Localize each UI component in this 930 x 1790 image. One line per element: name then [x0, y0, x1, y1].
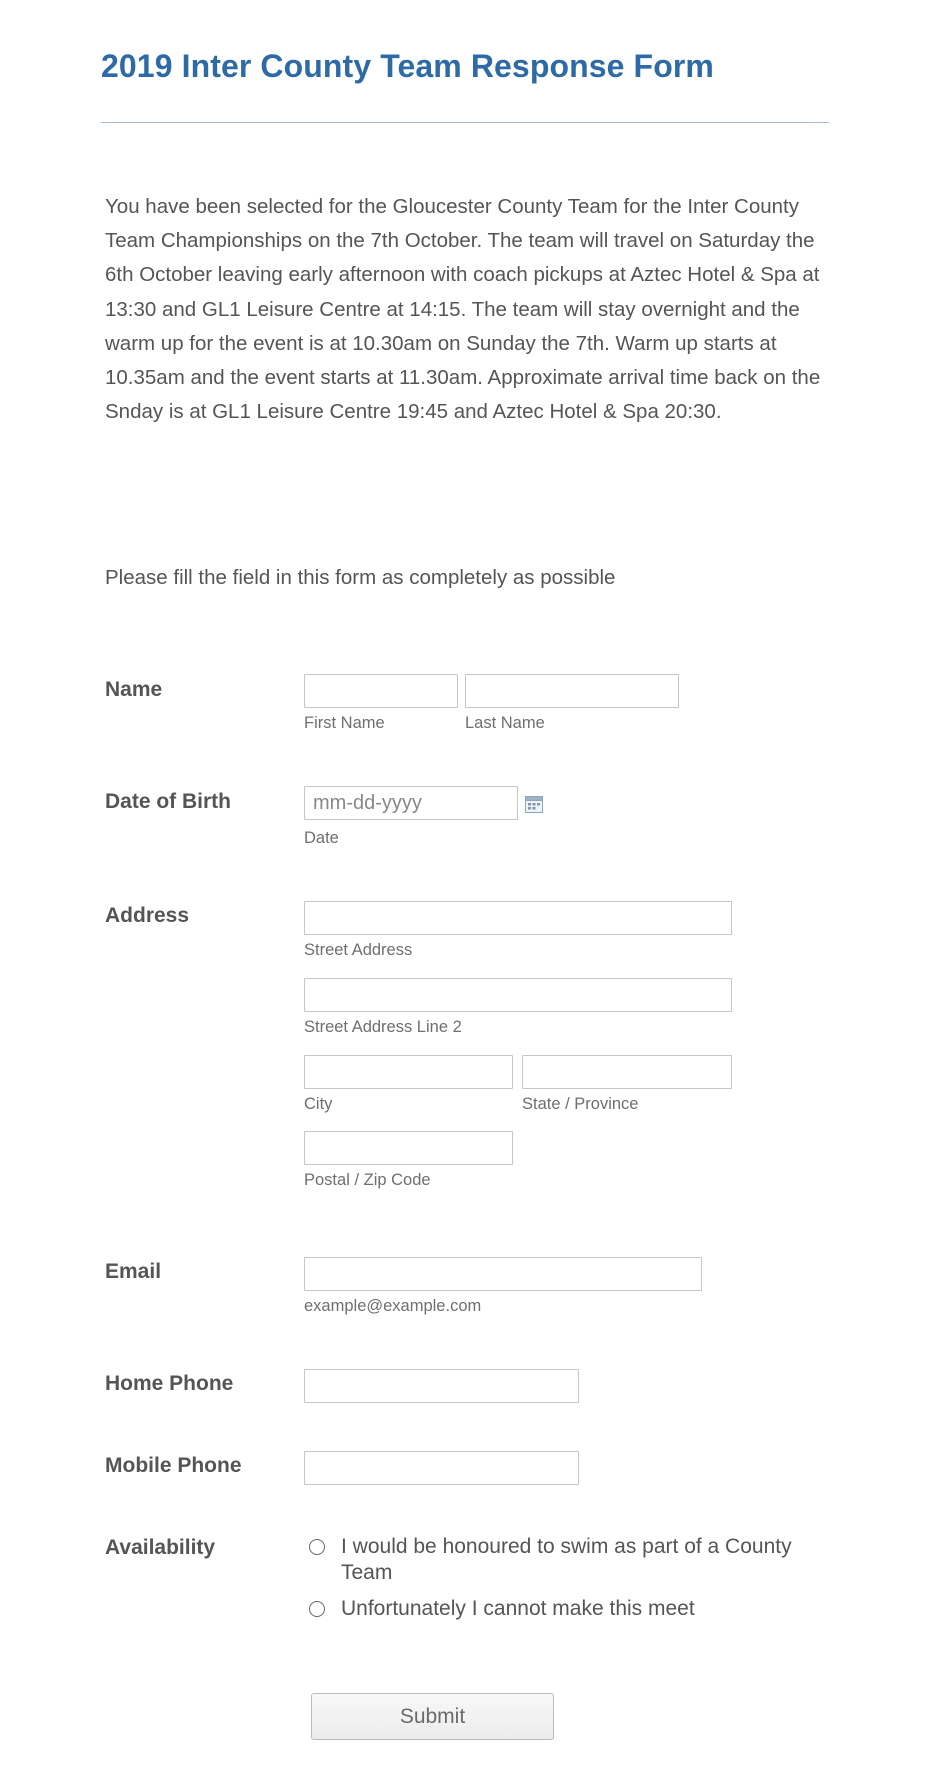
street-address-line2-input[interactable] — [304, 978, 732, 1012]
name-label: Name — [105, 678, 163, 701]
email-input[interactable] — [304, 1257, 702, 1291]
date-of-birth-input[interactable] — [304, 786, 518, 820]
first-name-sublabel: First Name — [304, 714, 385, 732]
postal-zip-input[interactable] — [304, 1131, 513, 1165]
title-divider — [101, 122, 829, 123]
calendar-icon[interactable] — [525, 795, 543, 813]
email-sublabel: example@example.com — [304, 1297, 482, 1315]
availability-label: Availability — [105, 1536, 216, 1559]
city-input[interactable] — [304, 1055, 513, 1089]
form-title: 2019 Inter County Team Response Form — [101, 48, 714, 84]
mobile-phone-label: Mobile Phone — [105, 1454, 242, 1477]
availability-option-accept-label[interactable]: I would be honoured to swim as part of a County Team — [341, 1535, 792, 1584]
street-address-line2-sublabel: Street Address Line 2 — [304, 1018, 462, 1036]
city-sublabel: City — [304, 1095, 333, 1113]
availability-option-decline-label[interactable]: Unfortunately I cannot make this meet — [341, 1597, 695, 1620]
intro-paragraph: You have been selected for the Gloucester County Team for the Inter County Team Championships on the 7th October. The team will travel on Saturday the 6th October leaving early afternoon with coach pickups at Aztec Hotel & Spa at 13:30 and GL1 Leisure Centre at 14:15. The team will stay overnight and the warm up for the event is at 10.30am on Sunday the 7th. Warm up starts at 10.35am and the event starts at 11.30am. Approximate arrival time back on the Snday is at GL1 Leisure Centre 19:45 and Aztec Hotel & Spa 20:30. — [105, 195, 821, 424]
last-name-sublabel: Last Name — [465, 714, 545, 732]
date-of-birth-label: Date of Birth — [105, 790, 231, 813]
home-phone-input[interactable] — [304, 1369, 579, 1403]
email-label: Email — [105, 1260, 162, 1283]
date-sublabel: Date — [304, 829, 339, 847]
mobile-phone-input[interactable] — [304, 1451, 579, 1485]
state-province-sublabel: State / Province — [522, 1095, 639, 1113]
availability-option-accept-radio[interactable] — [309, 1539, 325, 1555]
availability-option-decline-radio[interactable] — [309, 1601, 325, 1617]
first-name-input[interactable] — [304, 674, 458, 708]
last-name-input[interactable] — [465, 674, 679, 708]
street-address-sublabel: Street Address — [304, 941, 413, 959]
form-instruction: Please fill the field in this form as completely as possible — [105, 566, 616, 589]
home-phone-label: Home Phone — [105, 1372, 234, 1395]
address-label: Address — [105, 904, 190, 927]
postal-zip-sublabel: Postal / Zip Code — [304, 1171, 431, 1189]
submit-button[interactable]: Submit — [311, 1693, 554, 1740]
state-province-input[interactable] — [522, 1055, 732, 1089]
street-address-input[interactable] — [304, 901, 732, 935]
